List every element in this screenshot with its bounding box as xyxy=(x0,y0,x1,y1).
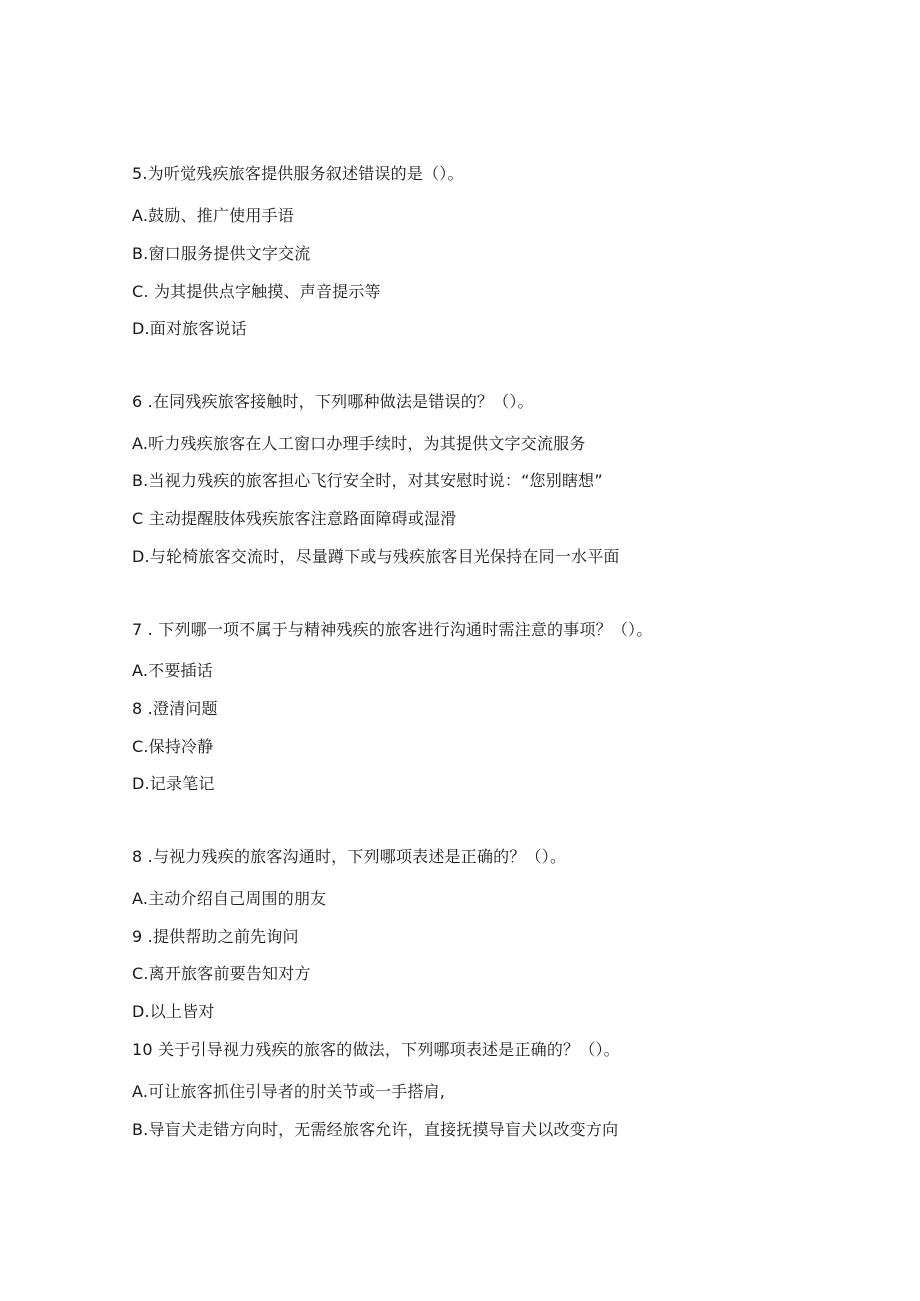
question-7-option-a: A.不要插话 xyxy=(132,661,213,680)
question-5-option-b: B.窗口服务提供文字交流 xyxy=(132,244,311,263)
question-5-option-a: A.鼓励、推广使用手语 xyxy=(132,206,294,225)
question-5-option-c: C. 为其提供点字触摸、声音提示等 xyxy=(132,282,381,301)
question-8-option-c: C.离开旅客前要告知对方 xyxy=(132,964,311,983)
question-6-stem: 6 .在同残疾旅客接触时，下列哪种做法是错误的？（）。 xyxy=(132,392,534,411)
question-6-option-c: C 主动提醒肢体残疾旅客注意路面障碍或湿滑 xyxy=(132,509,457,528)
question-10-option-b: B.导盲犬走错方向时，无需经旅客允许，直接抚摸导盲犬以改变方向 xyxy=(132,1120,619,1139)
question-6-option-d: D.与轮椅旅客交流时，尽量蹲下或与残疾旅客目光保持在同一水平面 xyxy=(132,547,620,566)
question-10-stem: 10 关于引导视力残疾的旅客的做法，下列哪项表述是正确的？（）。 xyxy=(132,1040,620,1059)
question-10-option-a: A.可让旅客抓住引导者的肘关节或一手搭肩, xyxy=(132,1082,446,1101)
question-8-option-b: 9 .提供帮助之前先询问 xyxy=(132,927,299,946)
question-5-stem: 5.为听觉残疾旅客提供服务叙述错误的是（）。 xyxy=(132,164,464,183)
question-6-option-a: A.听力残疾旅客在人工窗口办理手续时，为其提供文字交流服务 xyxy=(132,434,586,453)
question-7-option-c: C.保持冷静 xyxy=(132,737,214,756)
question-8-option-d: D.以上皆对 xyxy=(132,1002,215,1021)
question-7-option-d: D.记录笔记 xyxy=(132,774,215,793)
question-7-stem: 7 . 下列哪一项不属于与精神残疾的旅客进行沟通时需注意的事项？（）。 xyxy=(132,620,653,639)
question-8-option-a: A.主动介绍自己周围的朋友 xyxy=(132,889,327,908)
question-5-option-d: D.面对旅客说话 xyxy=(132,319,248,338)
question-8-stem: 8 .与视力残疾的旅客沟通时，下列哪项表述是正确的？（）。 xyxy=(132,847,567,866)
question-7-option-b: 8 .澄清问题 xyxy=(132,699,218,718)
question-6-option-b: B.当视力残疾的旅客担心飞行安全时，对其安慰时说：“您别瞎想” xyxy=(132,471,603,490)
